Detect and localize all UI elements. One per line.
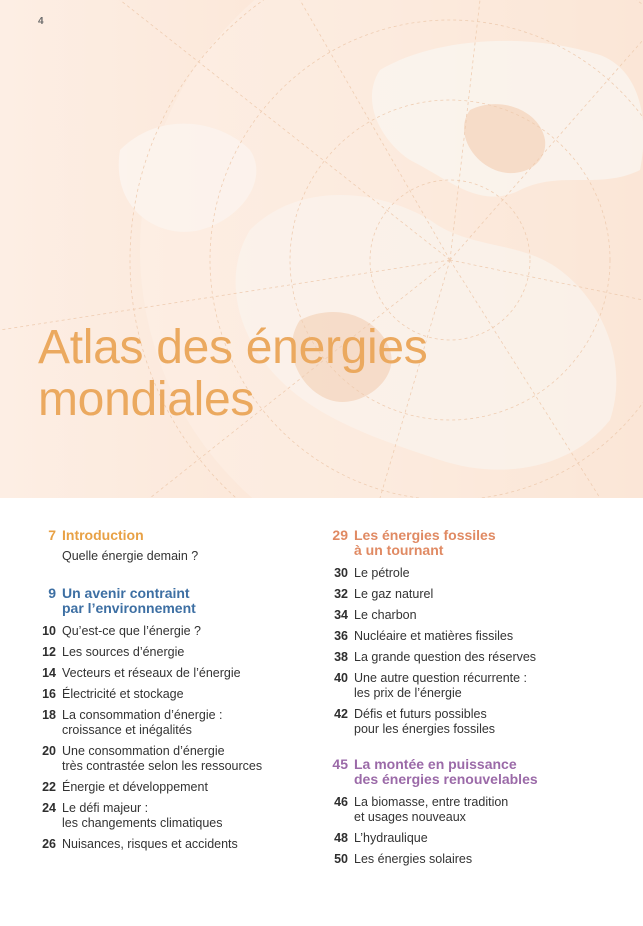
toc-section-fossil[interactable] — [322, 528, 622, 558]
toc-entry[interactable] — [322, 650, 622, 665]
toc-right-column — [322, 528, 622, 873]
toc-entry[interactable] — [322, 608, 622, 623]
toc-entry-title: Défis et futurs possibles pour les énergies fossiles — [354, 707, 496, 736]
toc-entry-page: 38 — [334, 650, 348, 664]
toc-entry-page: 10 — [42, 624, 56, 638]
toc-section-introduction[interactable] — [30, 528, 300, 564]
section-subtitle: Quelle énergie demain ? — [62, 549, 199, 563]
toc-entry-title: Nucléaire et matières fissiles — [354, 629, 514, 643]
toc-entry-title: Vecteurs et réseaux de l’énergie — [62, 666, 241, 680]
toc-entry-title: Énergie et développement — [62, 780, 208, 794]
toc-entry[interactable] — [322, 831, 622, 846]
toc-entry-page: 34 — [334, 608, 348, 622]
toc-entry-title: Qu’est-ce que l’énergie ? — [62, 624, 201, 638]
toc-entry-page: 40 — [334, 671, 348, 685]
title-line-2: mondiales — [38, 373, 255, 426]
section-title: La montée en puissance des énergies renouvelables — [354, 756, 538, 787]
toc-entry-title: Électricité et stockage — [62, 687, 184, 701]
toc-entry-page: 20 — [42, 744, 56, 758]
toc-entry-page: 32 — [334, 587, 348, 601]
toc-entry[interactable] — [30, 744, 300, 774]
toc-entry-title: Le défi majeur : les changements climatiques — [62, 801, 223, 830]
toc-entry-title: Nuisances, risques et accidents — [62, 837, 238, 851]
toc-entry-page: 42 — [334, 707, 348, 721]
toc-left-column — [30, 528, 300, 858]
toc-entry-page: 12 — [42, 645, 56, 659]
toc-entry[interactable] — [30, 687, 300, 702]
toc-entry-page: 22 — [42, 780, 56, 794]
section-title: Les énergies fossiles à un tournant — [354, 527, 496, 558]
toc-entry[interactable] — [322, 566, 622, 581]
toc-entry-page: 30 — [334, 566, 348, 580]
toc-section-renewable[interactable] — [322, 757, 622, 787]
toc-entry[interactable] — [30, 645, 300, 660]
toc-entry-page: 26 — [42, 837, 56, 851]
toc-entry-page: 48 — [334, 831, 348, 845]
page-number: 4 — [38, 16, 44, 27]
toc-entry-title: Le pétrole — [354, 566, 410, 580]
toc-entry[interactable] — [30, 666, 300, 681]
toc-entry-title: La grande question des réserves — [354, 650, 537, 664]
section-number: 7 — [48, 527, 56, 543]
toc-entry-title: Une consommation d’énergie très contrastée selon les ressources — [62, 744, 263, 773]
toc-entry-title: Le charbon — [354, 608, 417, 622]
section-title: Introduction — [62, 527, 144, 543]
toc-entry-title: La biomasse, entre tradition et usages nouveaux — [354, 795, 509, 824]
toc-entry[interactable] — [322, 795, 622, 825]
toc-entry[interactable] — [322, 852, 622, 867]
toc-entry-page: 14 — [42, 666, 56, 680]
toc-section-environment[interactable] — [30, 586, 300, 616]
toc-entry[interactable] — [30, 708, 300, 738]
toc-entry-title: Les énergies solaires — [354, 852, 473, 866]
toc-entry-title: Les sources d’énergie — [62, 645, 185, 659]
toc-entry[interactable] — [322, 671, 622, 701]
toc-entry[interactable] — [30, 837, 300, 852]
toc-entry-page: 46 — [334, 795, 348, 809]
toc-entry[interactable] — [322, 587, 622, 602]
toc-entry[interactable] — [322, 707, 622, 737]
toc-entry[interactable] — [30, 801, 300, 831]
section-number: 45 — [332, 756, 348, 772]
page-title — [38, 322, 428, 426]
toc-entry-page: 16 — [42, 687, 56, 701]
toc-entry-page: 24 — [42, 801, 56, 815]
section-number: 29 — [332, 527, 348, 543]
toc-entry[interactable] — [322, 629, 622, 644]
toc-entry-title: Le gaz naturel — [354, 587, 434, 601]
toc-entry-page: 50 — [334, 852, 348, 866]
toc-entry-title: L’hydraulique — [354, 831, 428, 845]
toc-entry-page: 18 — [42, 708, 56, 722]
toc-entry-title: La consommation d’énergie : croissance et inégalités — [62, 708, 223, 737]
toc-entry-title: Une autre question récurrente : les prix de l’énergie — [354, 671, 528, 700]
section-title: Un avenir contraint par l’environnement — [62, 585, 196, 616]
title-line-1: Atlas des énergies — [38, 321, 428, 374]
toc-entry[interactable] — [30, 780, 300, 795]
toc-entry-page: 36 — [334, 629, 348, 643]
section-number: 9 — [48, 585, 56, 601]
toc-entry[interactable] — [30, 624, 300, 639]
